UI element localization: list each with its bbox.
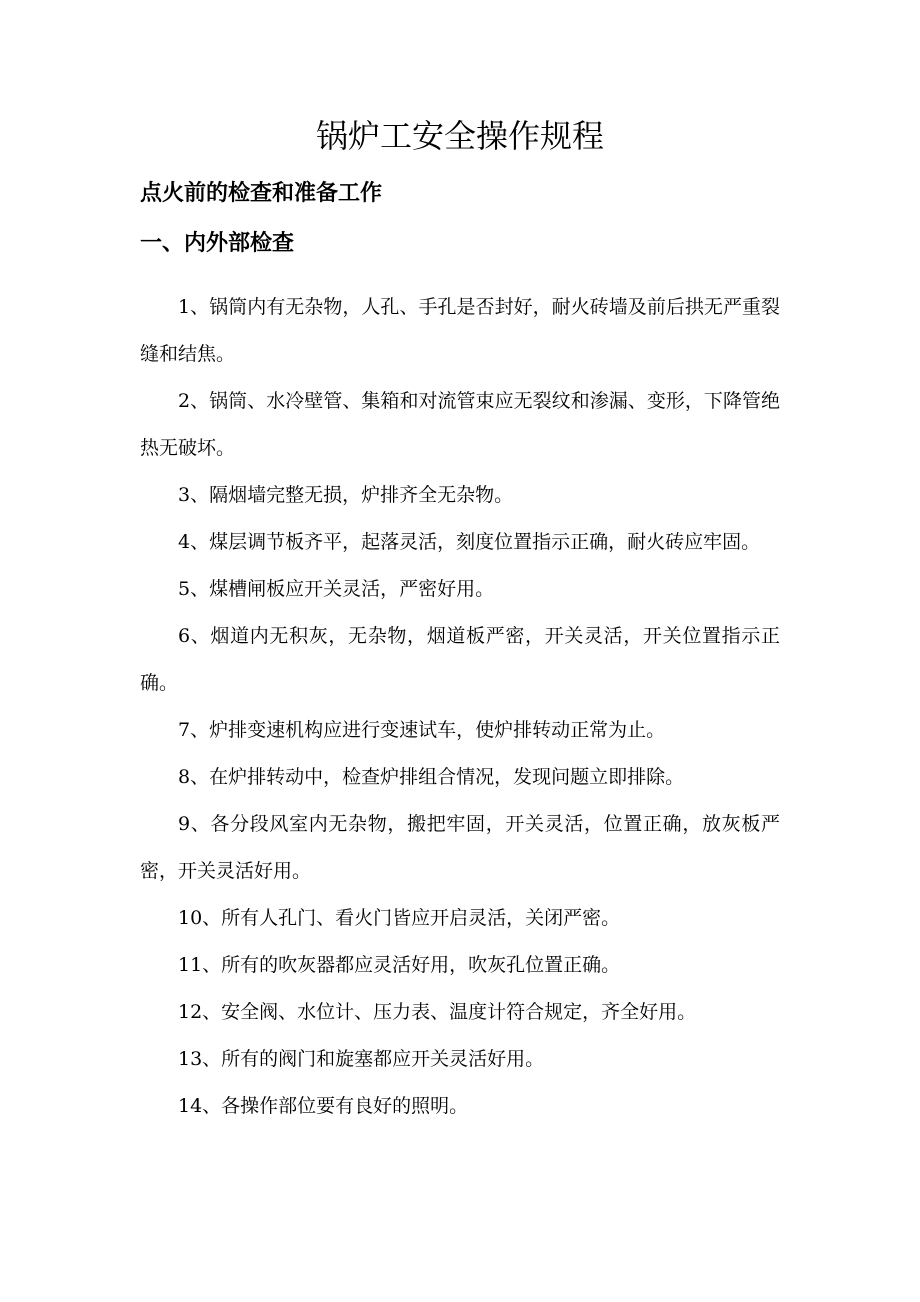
list-item: 12、安全阀、水位计、压力表、温度计符合规定，齐全好用。 [178, 1001, 697, 1023]
list-item: 14、各操作部位要有良好的照明。 [178, 1095, 469, 1117]
list-item: 11、所有的吹灰器都应灵活好用，吹灰孔位置正确。 [178, 954, 621, 976]
list-item: 2、锅筒、水冷壁管、集箱和对流管束应无裂纹和渗漏、变形，下降管绝热无破坏。 [140, 390, 780, 459]
list-item: 3、隔烟墙完整无损，炉排齐全无杂物。 [178, 484, 514, 506]
subsection-heading: 一、内外部检查 [140, 231, 295, 256]
list-item: 7、炉排变速机构应进行变速试车，使炉排转动正常为止。 [178, 719, 666, 741]
list-item: 9、各分段风室内无杂物，搬把牢固，开关灵活，位置正确，放灰板严密，开关灵活好用。 [140, 813, 780, 882]
list-item: 10、所有人孔门、看火门皆应开启灵活，关闭严密。 [178, 907, 621, 929]
section-heading: 点火前的检查和准备工作 [140, 181, 383, 206]
inspection-list [140, 284, 780, 1130]
list-item: 5、煤槽闸板应开关灵活，严密好用。 [178, 578, 495, 600]
list-item: 1、锅筒内有无杂物，人孔、手孔是否封好，耐火砖墙及前后拱无严重裂缝和结焦。 [140, 296, 780, 365]
list-item: 13、所有的阀门和旋塞都应开关灵活好用。 [178, 1048, 545, 1070]
document-title: 锅炉工安全操作规程 [315, 117, 604, 155]
list-item: 4、煤层调节板齐平，起落灵活，刻度位置指示正确，耐火砖应牢固。 [178, 531, 761, 553]
list-item: 6、烟道内无积灰，无杂物，烟道板严密，开关灵活，开关位置指示正确。 [140, 625, 780, 694]
list-item: 8、在炉排转动中，检查炉排组合情况，发现问题立即排除。 [178, 766, 685, 788]
